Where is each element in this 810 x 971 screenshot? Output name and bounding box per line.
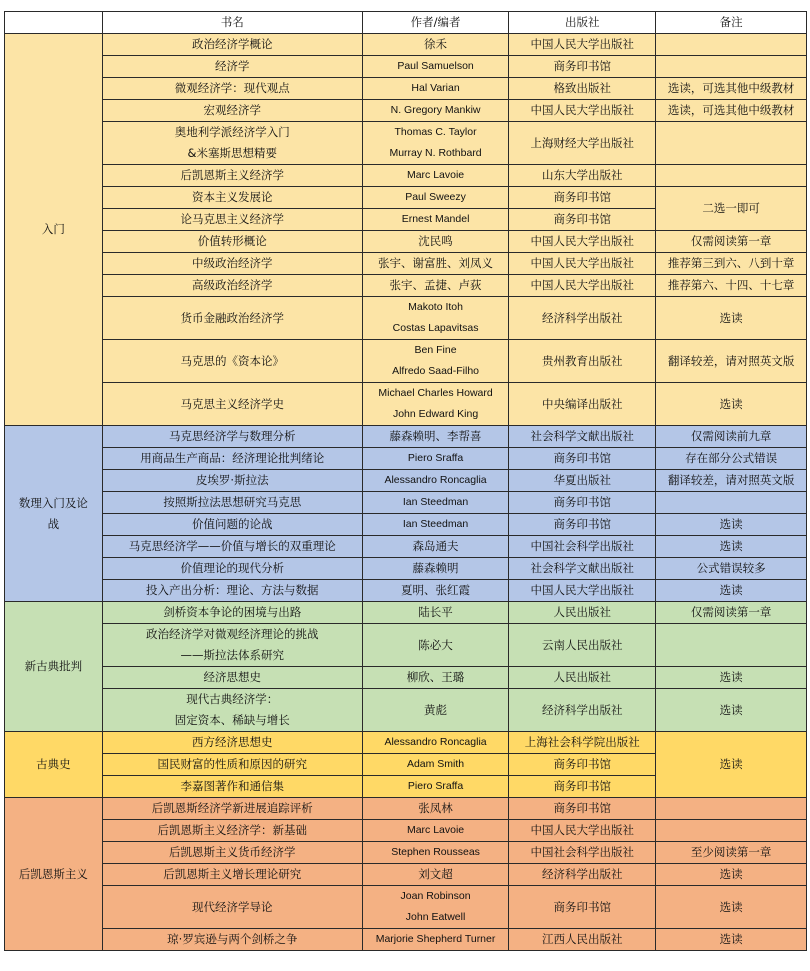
note-cell: 仅需阅读前九章 bbox=[656, 426, 807, 448]
author-cell-line: Murray N. Rothbard bbox=[389, 147, 482, 159]
book-title-cell bbox=[102, 340, 362, 383]
book-title-cell-line: 后凯恩斯主义增长理论研究 bbox=[163, 867, 302, 881]
book-title-cell bbox=[102, 754, 362, 776]
author-cell bbox=[362, 929, 509, 951]
author-cell bbox=[362, 340, 509, 383]
author-cell bbox=[362, 100, 509, 122]
book-title-cell-line: 后凯恩斯主义货币经济学 bbox=[169, 845, 296, 859]
table-row bbox=[5, 929, 807, 951]
book-title-cell-line: 经济思想史 bbox=[203, 670, 261, 684]
table-row bbox=[5, 122, 807, 165]
author-cell bbox=[362, 536, 509, 558]
note-cell: 选读 bbox=[656, 514, 807, 536]
author-cell-line: Paul Sweezy bbox=[405, 191, 466, 203]
note-cell: 选读 bbox=[656, 536, 807, 558]
book-title-cell-line: 宏观经济学 bbox=[203, 103, 261, 117]
author-cell-line: 陈必大 bbox=[418, 637, 453, 652]
book-title-cell bbox=[102, 100, 362, 122]
author-cell-line: 柳欣、王璐 bbox=[406, 670, 465, 684]
book-title-cell bbox=[102, 558, 362, 580]
author-cell bbox=[362, 187, 509, 209]
note-cell: 选读 bbox=[656, 929, 807, 951]
book-title-cell-line: 马克思经济学与数理分析 bbox=[169, 429, 296, 443]
note-cell: 仅需阅读第一章 bbox=[656, 602, 807, 624]
book-title-cell-line: 现代古典经济学： bbox=[186, 692, 279, 706]
header-author: 作者/编者 bbox=[362, 12, 509, 34]
publisher-cell: 中国人民大学出版社 bbox=[509, 34, 656, 56]
author-cell-line: 张宇、孟捷、卢荻 bbox=[389, 278, 482, 292]
category-cell: 后凯恩斯主义 bbox=[5, 798, 103, 951]
author-cell bbox=[362, 165, 509, 187]
book-title-cell-line: 奥地利学派经济学入门 bbox=[174, 125, 290, 139]
book-title-cell bbox=[102, 842, 362, 864]
author-cell bbox=[362, 798, 509, 820]
author-cell-line: Alessandro Roncaglia bbox=[384, 736, 487, 748]
reading-list-table-wrapper bbox=[4, 11, 807, 951]
author-cell bbox=[362, 732, 509, 754]
book-title-cell bbox=[102, 514, 362, 536]
book-title-cell bbox=[102, 689, 362, 732]
author-cell-line: Ian Steedman bbox=[402, 496, 469, 508]
book-title-cell-line: 后凯恩斯主义经济学：新基础 bbox=[157, 823, 307, 837]
author-cell-line: 沈民鸣 bbox=[418, 234, 453, 248]
book-title-cell bbox=[102, 122, 362, 165]
author-cell-line: 森岛通夫 bbox=[412, 539, 459, 553]
book-title-cell-line: &米塞斯思想精要 bbox=[187, 146, 277, 160]
table-row bbox=[5, 297, 807, 340]
author-cell-line: 夏明、张红霞 bbox=[401, 583, 471, 597]
author-cell bbox=[362, 776, 509, 798]
book-title-cell bbox=[102, 165, 362, 187]
author-cell bbox=[362, 624, 509, 667]
category-cell: 古典史 bbox=[5, 732, 103, 798]
author-cell-line: Thomas C. Taylor bbox=[394, 126, 477, 138]
book-title-cell bbox=[102, 253, 362, 275]
author-cell bbox=[362, 820, 509, 842]
author-cell-line: Stephen Rousseas bbox=[391, 846, 480, 858]
author-cell bbox=[362, 78, 509, 100]
author-cell bbox=[362, 864, 509, 886]
publisher-cell: 商务印书馆 bbox=[509, 492, 656, 514]
publisher-cell: 华夏出版社 bbox=[509, 470, 656, 492]
author-cell-line: Hal Varian bbox=[411, 82, 460, 94]
author-cell-line: John Eatwell bbox=[405, 911, 466, 923]
table-row bbox=[5, 842, 807, 864]
author-cell-line: Paul Samuelson bbox=[397, 60, 474, 72]
book-title-cell bbox=[102, 624, 362, 667]
table-row bbox=[5, 820, 807, 842]
author-cell bbox=[362, 253, 509, 275]
table-row bbox=[5, 864, 807, 886]
book-title-cell-line: 马克思主义经济学史 bbox=[180, 396, 284, 411]
book-title-cell-line: 价值问题的论战 bbox=[192, 517, 273, 531]
table-row bbox=[5, 231, 807, 253]
book-title-cell bbox=[102, 209, 362, 231]
author-cell-line: Makoto Itoh bbox=[408, 301, 463, 313]
author-cell-line: 张宇、谢富胜、刘凤义 bbox=[378, 256, 494, 270]
book-title-cell bbox=[102, 864, 362, 886]
note-cell: 推荐第六、十四、十七章 bbox=[656, 275, 807, 297]
book-title-cell bbox=[102, 383, 362, 426]
table-row bbox=[5, 798, 807, 820]
book-title-cell bbox=[102, 187, 362, 209]
author-cell-line: 藤森赖明、李帮喜 bbox=[389, 429, 482, 443]
note-cell bbox=[656, 56, 807, 78]
table-row bbox=[5, 34, 807, 56]
publisher-cell: 商务印书馆 bbox=[509, 56, 656, 78]
book-title-cell-line: 马克思经济学——价值与增长的双重理论 bbox=[128, 539, 336, 553]
publisher-cell: 经济科学出版社 bbox=[509, 297, 656, 340]
note-cell: 至少阅读第一章 bbox=[656, 842, 807, 864]
table-row bbox=[5, 536, 807, 558]
author-cell-line: 张凤林 bbox=[418, 801, 453, 815]
publisher-cell: 人民出版社 bbox=[509, 667, 656, 689]
note-cell: 选读 bbox=[656, 864, 807, 886]
table-row bbox=[5, 732, 807, 754]
author-cell bbox=[362, 426, 509, 448]
table-row bbox=[5, 426, 807, 448]
note-cell: 翻译较差，请对照英文版 bbox=[656, 470, 807, 492]
publisher-cell: 经济科学出版社 bbox=[509, 689, 656, 732]
book-title-cell bbox=[102, 275, 362, 297]
publisher-cell: 格致出版社 bbox=[509, 78, 656, 100]
author-cell bbox=[362, 580, 509, 602]
book-title-cell bbox=[102, 297, 362, 340]
publisher-cell: 人民出版社 bbox=[509, 602, 656, 624]
note-cell bbox=[656, 165, 807, 187]
author-cell-line: Joan Robinson bbox=[400, 890, 471, 902]
author-cell bbox=[362, 470, 509, 492]
category-label-line: 数理入门及论 bbox=[18, 495, 88, 510]
book-title-cell-line: 微观经济学：现代观点 bbox=[174, 81, 290, 95]
note-cell: 二选一即可 bbox=[656, 187, 807, 231]
header-title: 书名 bbox=[102, 12, 362, 34]
table-row bbox=[5, 165, 807, 187]
note-cell: 选读 bbox=[656, 732, 807, 798]
book-title-cell-line: ——斯拉法体系研究 bbox=[180, 648, 284, 662]
publisher-cell: 中国人民大学出版社 bbox=[509, 580, 656, 602]
table-row bbox=[5, 667, 807, 689]
author-cell bbox=[362, 514, 509, 536]
table-row bbox=[5, 100, 807, 122]
book-title-cell bbox=[102, 231, 362, 253]
publisher-cell: 商务印书馆 bbox=[509, 754, 656, 776]
book-title-cell-line: 皮埃罗·斯拉法 bbox=[195, 473, 269, 487]
book-title-cell-line: 后凯恩斯主义经济学 bbox=[180, 168, 284, 182]
note-cell: 选读 bbox=[656, 689, 807, 732]
author-cell-line: 徐禾 bbox=[424, 37, 448, 51]
category-cell bbox=[5, 426, 103, 602]
header-category bbox=[5, 12, 103, 34]
book-title-cell-line: 论马克思主义经济学 bbox=[180, 212, 284, 226]
book-title-cell-line: 政治经济学概论 bbox=[192, 37, 273, 51]
author-cell bbox=[362, 383, 509, 426]
table-row bbox=[5, 470, 807, 492]
author-cell-line: John Edward King bbox=[392, 408, 479, 420]
book-title-cell-line: 资本主义发展论 bbox=[192, 190, 273, 204]
author-cell-line: Costas Lapavitsas bbox=[392, 322, 479, 334]
author-cell-line: Piero Sraffa bbox=[407, 780, 464, 792]
book-title-cell bbox=[102, 426, 362, 448]
book-title-cell bbox=[102, 56, 362, 78]
publisher-cell: 中国人民大学出版社 bbox=[509, 820, 656, 842]
note-cell: 公式错误较多 bbox=[656, 558, 807, 580]
publisher-cell: 社会科学文献出版社 bbox=[509, 426, 656, 448]
book-title-cell bbox=[102, 448, 362, 470]
publisher-cell: 上海财经大学出版社 bbox=[509, 122, 656, 165]
author-cell-line: 陆长平 bbox=[418, 605, 453, 619]
category-cell: 新古典批判 bbox=[5, 602, 103, 732]
table-row bbox=[5, 253, 807, 275]
publisher-cell: 中国人民大学出版社 bbox=[509, 100, 656, 122]
table-row bbox=[5, 492, 807, 514]
publisher-cell: 中国社会科学出版社 bbox=[509, 536, 656, 558]
author-cell-line: Piero Sraffa bbox=[407, 452, 464, 464]
book-title-cell-line: 现代经济学导论 bbox=[192, 899, 273, 914]
note-cell bbox=[656, 122, 807, 165]
table-row bbox=[5, 580, 807, 602]
book-title-cell-line: 国民财富的性质和原因的研究 bbox=[157, 757, 307, 771]
note-cell bbox=[656, 798, 807, 820]
book-title-cell bbox=[102, 34, 362, 56]
note-cell: 选读 bbox=[656, 886, 807, 929]
category-label-line: 战 bbox=[47, 516, 60, 531]
book-title-cell bbox=[102, 470, 362, 492]
note-cell: 选读 bbox=[656, 297, 807, 340]
publisher-cell: 中国人民大学出版社 bbox=[509, 275, 656, 297]
author-cell bbox=[362, 275, 509, 297]
book-title-cell-line: 用商品生产商品：经济理论批判绪论 bbox=[140, 451, 325, 465]
book-title-cell bbox=[102, 667, 362, 689]
publisher-cell: 中央编译出版社 bbox=[509, 383, 656, 426]
book-title-cell-line: 固定资本、稀缺与增长 bbox=[174, 713, 290, 727]
publisher-cell: 商务印书馆 bbox=[509, 448, 656, 470]
publisher-cell: 江西人民出版社 bbox=[509, 929, 656, 951]
publisher-cell: 商务印书馆 bbox=[509, 514, 656, 536]
table-row bbox=[5, 514, 807, 536]
author-cell bbox=[362, 602, 509, 624]
publisher-cell: 云南人民出版社 bbox=[509, 624, 656, 667]
book-title-cell bbox=[102, 536, 362, 558]
table-row bbox=[5, 383, 807, 426]
author-cell-line: 刘文超 bbox=[418, 867, 453, 881]
table-row bbox=[5, 689, 807, 732]
note-cell: 选读，可选其他中级教材 bbox=[656, 78, 807, 100]
publisher-cell: 商务印书馆 bbox=[509, 209, 656, 231]
book-title-cell-line: 投入产出分析：理论、方法与数据 bbox=[146, 583, 319, 597]
author-cell-line: Ernest Mandel bbox=[401, 213, 470, 225]
book-title-cell bbox=[102, 820, 362, 842]
book-title-cell bbox=[102, 602, 362, 624]
note-cell: 推荐第三到六、八到十章 bbox=[656, 253, 807, 275]
author-cell bbox=[362, 34, 509, 56]
book-title-cell bbox=[102, 492, 362, 514]
book-title-cell-line: 政治经济学对微观经济理论的挑战 bbox=[146, 627, 319, 641]
publisher-cell: 中国社会科学出版社 bbox=[509, 842, 656, 864]
author-cell-line: 藤森赖明 bbox=[412, 561, 459, 575]
table-row bbox=[5, 275, 807, 297]
author-cell bbox=[362, 209, 509, 231]
reading-list-table bbox=[4, 11, 807, 951]
publisher-cell: 贵州教育出版社 bbox=[509, 340, 656, 383]
author-cell bbox=[362, 122, 509, 165]
author-cell bbox=[362, 667, 509, 689]
author-cell-line: Adam Smith bbox=[406, 758, 465, 770]
book-title-cell-line: 经济学 bbox=[215, 59, 250, 73]
note-cell: 选读 bbox=[656, 383, 807, 426]
table-row bbox=[5, 602, 807, 624]
table-row bbox=[5, 886, 807, 929]
book-title-cell-line: 马克思的《资本论》 bbox=[180, 353, 284, 368]
note-cell: 仅需阅读第一章 bbox=[656, 231, 807, 253]
note-cell: 选读 bbox=[656, 580, 807, 602]
author-cell bbox=[362, 558, 509, 580]
book-title-cell-line: 高级政治经济学 bbox=[192, 278, 273, 292]
table-row bbox=[5, 624, 807, 667]
publisher-cell: 上海社会科学院出版社 bbox=[509, 732, 656, 754]
publisher-cell: 中国人民大学出版社 bbox=[509, 253, 656, 275]
publisher-cell: 中国人民大学出版社 bbox=[509, 231, 656, 253]
table-row bbox=[5, 56, 807, 78]
publisher-cell: 社会科学文献出版社 bbox=[509, 558, 656, 580]
table-row bbox=[5, 448, 807, 470]
author-cell-line: Marc Lavoie bbox=[406, 824, 465, 836]
book-title-cell bbox=[102, 776, 362, 798]
author-cell bbox=[362, 689, 509, 732]
author-cell bbox=[362, 231, 509, 253]
book-title-cell-line: 货币金融政治经济学 bbox=[180, 310, 284, 325]
book-title-cell bbox=[102, 78, 362, 100]
note-cell bbox=[656, 624, 807, 667]
book-title-cell-line: 中级政治经济学 bbox=[192, 256, 273, 270]
author-cell bbox=[362, 754, 509, 776]
book-title-cell-line: 琼·罗宾逊与两个剑桥之争 bbox=[167, 932, 298, 946]
note-cell bbox=[656, 34, 807, 56]
header-note: 备注 bbox=[656, 12, 807, 34]
book-title-cell bbox=[102, 929, 362, 951]
note-cell bbox=[656, 820, 807, 842]
book-title-cell-line: 按照斯拉法思想研究马克思 bbox=[163, 495, 302, 509]
header-publisher: 出版社 bbox=[509, 12, 656, 34]
author-cell bbox=[362, 842, 509, 864]
publisher-cell: 商务印书馆 bbox=[509, 798, 656, 820]
author-cell-line: Marjorie Shepherd Turner bbox=[375, 933, 496, 945]
author-cell bbox=[362, 492, 509, 514]
book-title-cell-line: 西方经济思想史 bbox=[192, 735, 273, 749]
note-cell: 存在部分公式错误 bbox=[656, 448, 807, 470]
author-cell-line: Ben Fine bbox=[414, 344, 457, 356]
note-cell: 翻译较差，请对照英文版 bbox=[656, 340, 807, 383]
header-row bbox=[5, 12, 807, 34]
table-row bbox=[5, 78, 807, 100]
book-title-cell-line: 李嘉图著作和通信集 bbox=[180, 779, 284, 793]
author-cell bbox=[362, 56, 509, 78]
author-cell-line: Michael Charles Howard bbox=[378, 387, 493, 399]
table-row bbox=[5, 340, 807, 383]
table-row bbox=[5, 187, 807, 209]
book-title-cell bbox=[102, 732, 362, 754]
book-title-cell-line: 价值理论的现代分析 bbox=[180, 561, 284, 575]
book-title-cell bbox=[102, 580, 362, 602]
author-cell-line: Ian Steedman bbox=[402, 518, 469, 530]
publisher-cell: 商务印书馆 bbox=[509, 187, 656, 209]
author-cell-line: 黄彪 bbox=[424, 702, 448, 717]
note-cell bbox=[656, 492, 807, 514]
author-cell-line: Marc Lavoie bbox=[406, 169, 465, 181]
table-row bbox=[5, 558, 807, 580]
category-cell: 入门 bbox=[5, 34, 103, 426]
book-title-cell bbox=[102, 886, 362, 929]
author-cell-line: N. Gregory Mankiw bbox=[390, 104, 481, 116]
author-cell bbox=[362, 886, 509, 929]
author-cell-line: Alfredo Saad-Filho bbox=[392, 365, 480, 377]
book-title-cell-line: 价值转形概论 bbox=[197, 234, 267, 248]
book-title-cell-line: 后凯恩斯经济学新进展追踪评析 bbox=[151, 801, 313, 815]
table-body bbox=[5, 34, 807, 951]
book-title-cell-line: 剑桥资本争论的困境与出路 bbox=[163, 605, 302, 619]
note-cell: 选读，可选其他中级教材 bbox=[656, 100, 807, 122]
publisher-cell: 经济科学出版社 bbox=[509, 864, 656, 886]
publisher-cell: 商务印书馆 bbox=[509, 776, 656, 798]
author-cell bbox=[362, 297, 509, 340]
author-cell-line: Alessandro Roncaglia bbox=[384, 474, 487, 486]
note-cell: 选读 bbox=[656, 667, 807, 689]
publisher-cell: 商务印书馆 bbox=[509, 886, 656, 929]
author-cell bbox=[362, 448, 509, 470]
book-title-cell bbox=[102, 798, 362, 820]
publisher-cell: 山东大学出版社 bbox=[509, 165, 656, 187]
